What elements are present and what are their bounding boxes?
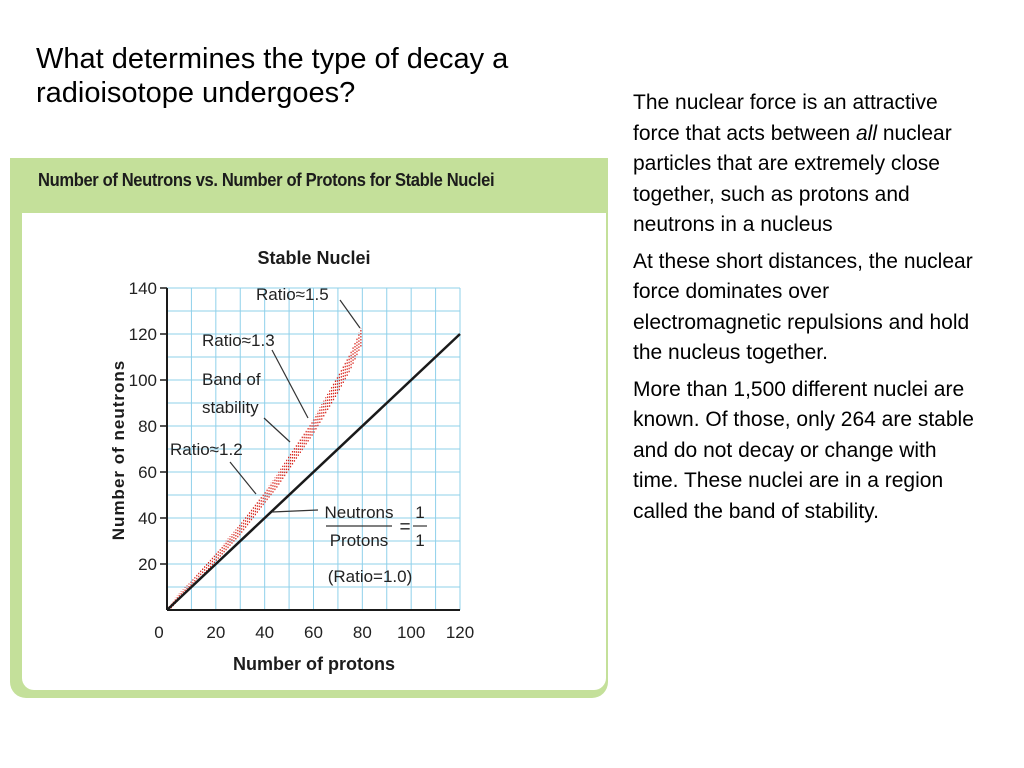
y-tick-label: 100 bbox=[128, 371, 157, 390]
annotation-band-line2: stability bbox=[202, 398, 259, 417]
figure-heading: Number of Neutrons vs. Number of Protons for Stable Nuclei bbox=[38, 170, 495, 190]
body-text bbox=[633, 88, 983, 533]
annotation-band-line1: Band of bbox=[202, 370, 261, 389]
leader-band bbox=[264, 418, 290, 442]
para1-italic: all bbox=[855, 121, 877, 145]
x-axis-label: Number of protons bbox=[233, 654, 395, 674]
y-tick-label: 80 bbox=[138, 417, 157, 436]
annotation-ratio-12: Ratio≈1.2 bbox=[170, 440, 243, 459]
y-tick-label: 40 bbox=[138, 509, 157, 528]
annotation-equals: = bbox=[399, 517, 411, 538]
leader-ratio-12 bbox=[230, 462, 256, 494]
y-tick-label: 20 bbox=[138, 555, 157, 574]
leader-ratio-13 bbox=[272, 350, 308, 418]
slide-title: What determines the type of decay a radioisotope undergoes? bbox=[36, 43, 509, 109]
chart-title: Stable Nuclei bbox=[257, 248, 371, 268]
annotation-one-bottom: 1 bbox=[415, 531, 425, 550]
paragraph-stable-nuclei: More than 1,500 different nuclei are known. Of those, only 264 are stable and do not decay or change with time. These nuclei are in a region called the band of stability. bbox=[633, 377, 974, 523]
x-tick-label: 80 bbox=[352, 623, 372, 642]
paragraph-short-distances: At these short distances, the nuclear force dominates over electromagnetic repulsions and hold the nucleus together. bbox=[633, 249, 973, 364]
para1-after: nuclear particles that are extremely close together, such as protons and neutrons in a nucleus bbox=[633, 121, 952, 236]
axis-ticks bbox=[129, 279, 475, 642]
x-tick-label: 60 bbox=[304, 623, 323, 642]
x-tick-label: 20 bbox=[206, 623, 226, 642]
x-tick-label: 120 bbox=[445, 623, 475, 642]
annotation-one-top: 1 bbox=[415, 503, 425, 522]
x-tick-label: 100 bbox=[396, 623, 426, 642]
para1-before: The nuclear force is an attractive force that acts between bbox=[633, 91, 938, 145]
y-tick-label: 120 bbox=[128, 325, 157, 344]
y-axis-label: Number of neutrons bbox=[109, 359, 128, 541]
annotation-ratio-13: Ratio≈1.3 bbox=[202, 331, 275, 350]
x-tick-label: 0 bbox=[154, 623, 164, 642]
leader-ratio-15 bbox=[340, 300, 360, 328]
x-tick-label: 40 bbox=[255, 623, 275, 642]
annotation-protons: Protons bbox=[329, 531, 389, 550]
paragraph-nuclear-force bbox=[633, 88, 983, 241]
annotation-ratio-10: (Ratio=1.0) bbox=[327, 567, 413, 586]
y-tick-label: 60 bbox=[138, 463, 157, 482]
annotation-ratio-15: Ratio≈1.5 bbox=[256, 285, 329, 304]
annotation-neutrons: Neutrons bbox=[324, 503, 394, 522]
leader-ratio-10 bbox=[272, 510, 318, 512]
y-tick-label: 140 bbox=[128, 279, 157, 298]
